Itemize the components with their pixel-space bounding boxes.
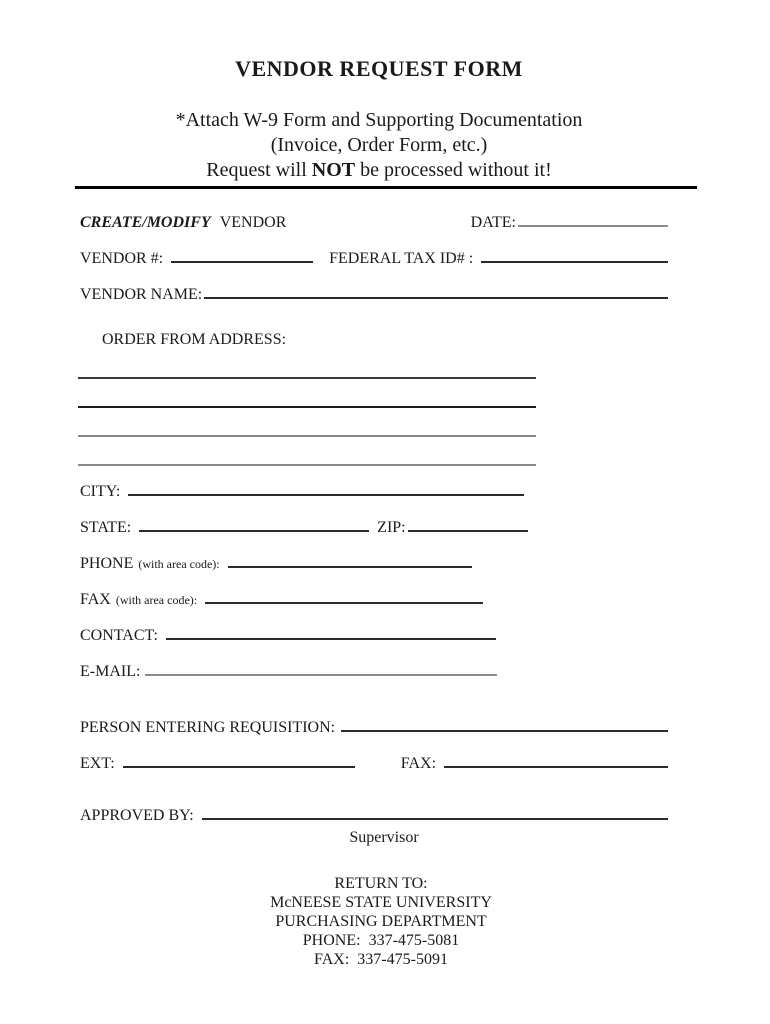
fax-number-field[interactable] xyxy=(444,754,668,768)
contact-field[interactable] xyxy=(166,626,496,640)
department-fax: FAX: 337-475-5091 xyxy=(314,951,448,968)
vendor-name-row xyxy=(80,285,668,305)
person-entering-row xyxy=(80,718,668,738)
header-divider xyxy=(75,186,697,189)
phone-label: PHONE xyxy=(80,555,134,572)
supervisor-caption: Supervisor xyxy=(349,829,419,846)
date-label: DATE: xyxy=(470,214,516,231)
approved-by-row xyxy=(80,806,668,826)
create-modify-date-row xyxy=(80,213,668,233)
page-title: VENDOR REQUEST FORM xyxy=(235,56,523,81)
city-field[interactable] xyxy=(128,482,524,496)
attachment-notice-line1: *Attach W-9 Form and Supporting Documentation xyxy=(175,109,583,131)
vendor-name-label: VENDOR NAME: xyxy=(80,286,203,303)
address-line4-field[interactable] xyxy=(78,437,536,466)
contact-row xyxy=(80,626,668,646)
fax-number-label: FAX: xyxy=(400,755,437,772)
email-label: E-MAIL: xyxy=(80,663,141,680)
state-zip-row xyxy=(80,518,668,538)
contact-label: CONTACT: xyxy=(80,627,158,644)
address-line3-field[interactable] xyxy=(78,408,536,437)
phone-row xyxy=(80,554,668,574)
date-field[interactable] xyxy=(518,213,668,227)
fax-field[interactable] xyxy=(205,590,483,604)
notice-suffix: be processed without it! xyxy=(355,159,552,181)
email-row xyxy=(80,662,668,682)
department-name: PURCHASING DEPARTMENT xyxy=(275,913,487,930)
ext-label: EXT: xyxy=(80,755,115,772)
vendor-word-label: VENDOR xyxy=(219,214,287,231)
person-entering-field[interactable] xyxy=(341,718,668,732)
attachment-notice-line3 xyxy=(90,158,668,183)
phone-area-code-note: (with area code): xyxy=(138,557,220,571)
federal-tax-id-field[interactable] xyxy=(481,249,668,263)
email-field[interactable] xyxy=(145,662,497,676)
order-from-address-label: ORDER FROM ADDRESS: xyxy=(102,331,287,348)
fax-row xyxy=(80,590,668,610)
ext-field[interactable] xyxy=(123,754,355,768)
vendor-number-label: VENDOR #: xyxy=(80,250,164,267)
notice-prefix: Request will xyxy=(206,159,312,181)
state-field[interactable] xyxy=(139,518,369,532)
vendor-number-field[interactable] xyxy=(171,249,313,263)
form-header xyxy=(90,56,668,183)
vendor-number-tax-row xyxy=(80,249,668,269)
city-row xyxy=(80,482,668,502)
phone-field[interactable] xyxy=(228,554,472,568)
attachment-notice xyxy=(90,108,668,183)
date-group xyxy=(471,213,668,233)
fax-label: FAX xyxy=(80,591,111,608)
department-phone: PHONE: 337-475-5081 xyxy=(302,932,460,949)
zip-label: ZIP: xyxy=(377,519,406,536)
approved-by-field[interactable] xyxy=(202,806,668,820)
city-label: CITY: xyxy=(80,483,121,500)
order-from-address-row xyxy=(80,330,668,350)
return-to-block xyxy=(94,874,668,969)
attachment-notice-line2: (Invoice, Order Form, etc.) xyxy=(270,134,488,156)
address-line2-field[interactable] xyxy=(78,379,536,408)
address-line1-field[interactable] xyxy=(78,350,536,379)
create-modify-label: CREATE/MODIFY xyxy=(80,214,211,231)
fax-area-code-note: (with area code): xyxy=(115,593,198,607)
vendor-name-field[interactable] xyxy=(204,285,668,299)
return-to-label: RETURN TO: xyxy=(334,875,428,892)
federal-tax-id-label: FEDERAL TAX ID# : xyxy=(329,250,474,267)
address-lines-block xyxy=(80,350,668,466)
university-name: McNEESE STATE UNIVERSITY xyxy=(270,894,492,911)
ext-fax-row xyxy=(80,754,668,774)
approved-by-label: APPROVED BY: xyxy=(80,807,194,824)
state-label: STATE: xyxy=(80,519,132,536)
person-entering-label: PERSON ENTERING REQUISITION: xyxy=(80,719,336,736)
notice-not-emphasis: NOT xyxy=(311,159,356,181)
zip-field[interactable] xyxy=(408,518,528,532)
